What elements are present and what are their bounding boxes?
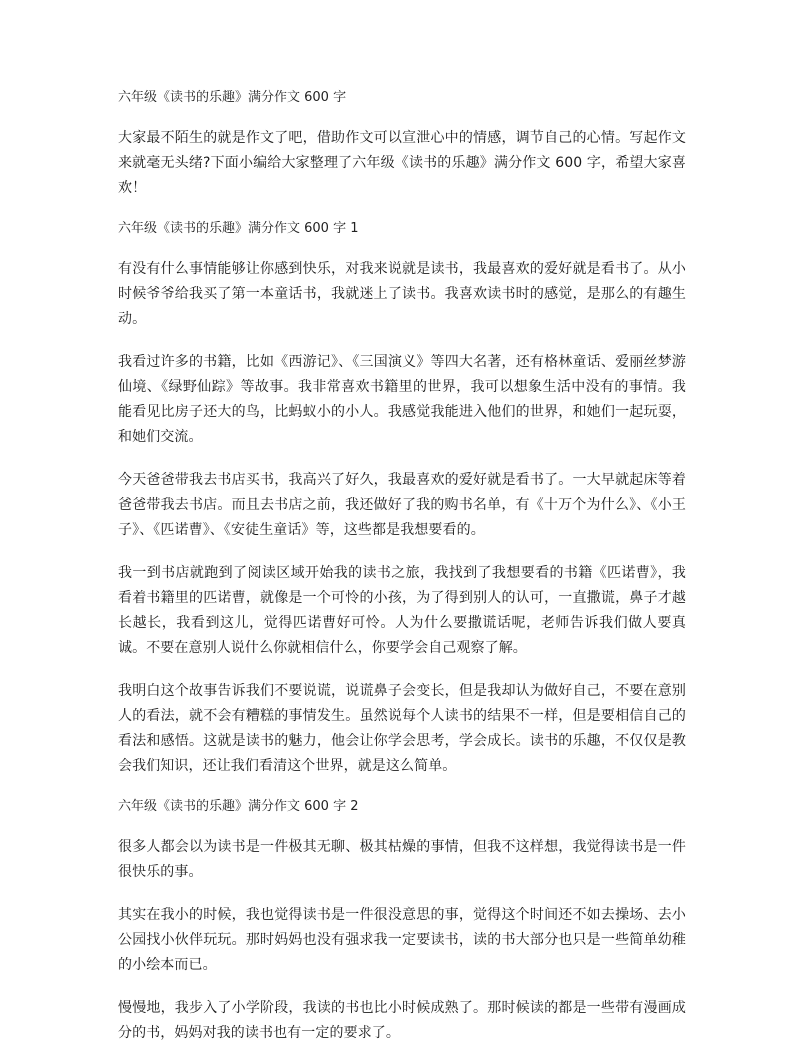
essay-1-heading: 六年级《读书的乐趣》满分作文 600 字 1 — [118, 221, 359, 236]
essay-1-paragraph: 我明白这个故事告诉我们不要说谎，说谎鼻子会变长，但是我却认为做好自己，不要在意别人的看法，就不会有糟糕的事情发生。虽然说每个人读书的结果不一样，但是要相信自己的看法和感悟。这就是读书的魅力，他会让你学会思考，学会成长。读书的乐趣，不仅仅是教会我们知识，还让我们看清这个世界，就是这么简单。 — [118, 683, 686, 774]
intro-paragraph: 大家最不陌生的就是作文了吧，借助作文可以宣泄心中的情感，调节自己的心情。写起作文来就毫无头绪?下面小编给大家整理了六年级《读书的乐趣》满分作文 600 字，希望大家喜欢！ — [118, 130, 686, 196]
essay-2-paragraph: 慢慢地，我步入了小学阶段，我读的书也比小时候成熟了。那时候读的都是一些带有漫画成分的书，妈妈对我的读书也有一定的要求了。 — [118, 1000, 686, 1041]
document-page — [118, 88, 686, 1064]
essay-2-paragraph: 很多人都会以为读书是一件极其无聊、极其枯燥的事情，但我不这样想，我觉得读书是一件很快乐的事。 — [118, 839, 686, 880]
document-title: 六年级《读书的乐趣》满分作文 600 字 — [118, 90, 347, 105]
essay-1-paragraph: 我一到书店就跑到了阅读区域开始我的读书之旅，我找到了我想要看的书籍《匹诺曹》，我看着书籍里的匹诺曹，就像是一个可怜的小孩，为了得到别人的认可，一直撒谎，鼻子才越长越长，我看到这儿，觉得匹诺曹好可怜。人为什么要撒谎话呢，老师告诉我们做人要真诚。不要在意别人说什么你就相信什么，你要学会自己观察了解。 — [118, 565, 686, 656]
essay-1-paragraph: 我看过许多的书籍，比如《西游记》、《三国演义》等四大名著，还有格林童话、爱丽丝梦游仙境、《绿野仙踪》等故事。我非常喜欢书籍里的世界，我可以想象生活中没有的事情。我能看见比房子还大的鸟，比蚂蚁小的小人。我感觉我能进入他们的世界，和她们一起玩耍，和她们交流。 — [118, 354, 686, 445]
essay-1-paragraph: 有没有什么事情能够让你感到快乐，对我来说就是读书，我最喜欢的爱好就是看书了。从小时候爷爷给我买了第一本童话书，我就迷上了读书。我喜欢读书时的感觉，是那么的有趣生动。 — [118, 261, 686, 327]
essay-2-paragraph: 其实在我小的时候，我也觉得读书是一件很没意思的事，觉得这个时间还不如去操场、去小公园找小伙伴玩玩。那时妈妈也没有强求我一定要读书，读的书大部分也只是一些简单幼稚的小绘本而已。 — [118, 907, 686, 973]
essay-2-heading: 六年级《读书的乐趣》满分作文 600 字 2 — [118, 799, 359, 814]
essay-1-paragraph: 今天爸爸带我去书店买书，我高兴了好久，我最喜欢的爱好就是看书了。一大早就起床等着爸爸带我去书店。而且去书店之前，我还做好了我的购书名单，有《十万个为什么》、《小王子》、《匹诺曹》、《安徒生童话》等，这些都是我想要看的。 — [118, 472, 686, 538]
